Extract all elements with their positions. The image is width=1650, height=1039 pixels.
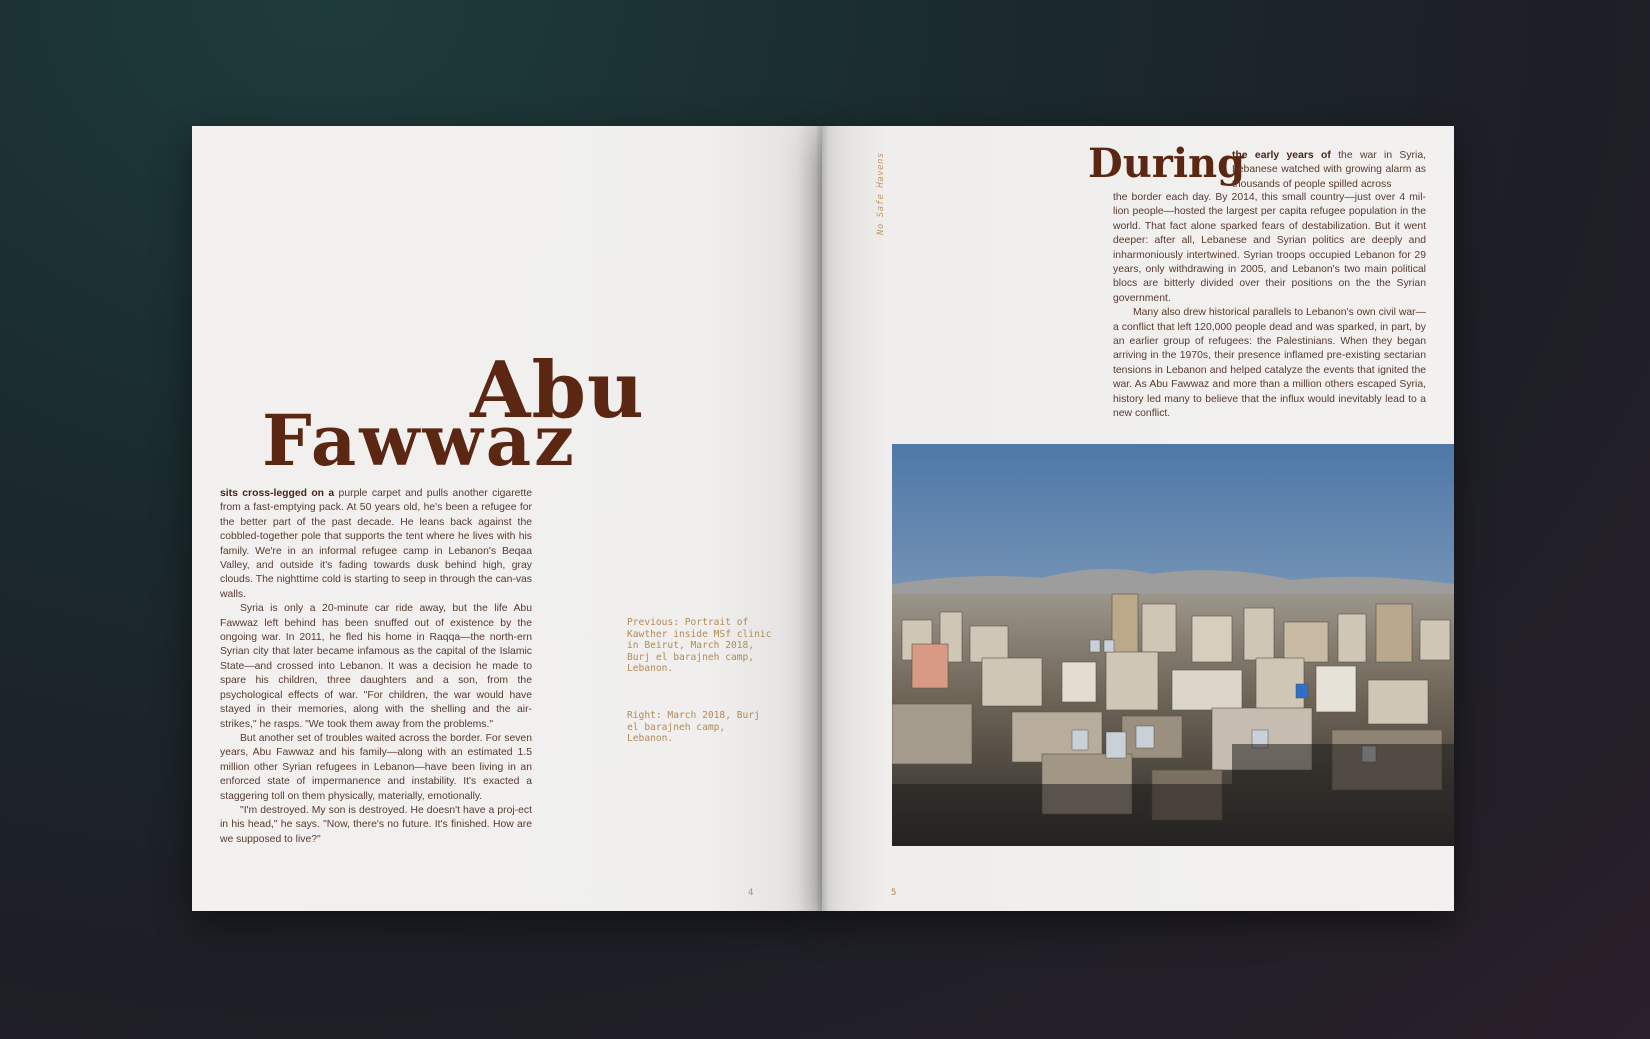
page-number-left: 4: [748, 888, 754, 898]
running-head: No Safe Havens: [876, 152, 886, 235]
drop-word: During: [1088, 140, 1246, 187]
right-intro-text: [1232, 149, 1426, 192]
photo-illustration: [892, 444, 1454, 846]
page-number-right: 5: [891, 888, 897, 898]
body-paragraph: "I'm destroyed. My son is destroyed. He doesn't have a proj-ect in his head," he says. "Now, there's no future. It's finished. How are we supposed to live?": [220, 804, 532, 845]
camp-rooftops-photo: [892, 444, 1454, 846]
caption-previous: Previous: Portrait of Kawther inside MSf clinic in Beirut, March 2018, Burj el barajneh camp, Lebanon.: [627, 617, 772, 675]
body-paragraph: Syria is only a 20-minute car ride away, but the life Abu Fawwaz left behind has been snuffed out of existence by the ongoing war. In 2011, he fled his home in Raqqa—the north-ern Syrian city that later became infamous as the capital of the Islamic State—and crossed into Lebanon. It was a decision he made to spare his children, three daughters and a son, from the psychological effects of war. "For children, the war would have stayed in their memories, along with the shelling and the air-strikes," he rasps. "We took them away from the problems.": [220, 603, 532, 730]
body-paragraph: [1232, 149, 1426, 192]
lead-in-text: the early years of: [1232, 150, 1331, 161]
body-paragraph: Many also drew historical parallels to Lebanon's own civil war—a conflict that left 120,000 people dead and was sparked, in part, by an earlier group of refugees: the Palestinians. When they began arriving in the 1970s, their presence inflamed pre-existing sectarian tensions in Lebanon and helped catalyze the events that ignited the war. As Abu Fawwaz and more than a million others escaped Syria, history led many to believe that the influx would inevitably lead to a new conflict.: [1113, 307, 1426, 420]
headline-line1: Abu: [470, 345, 645, 436]
paragraph-text: the war in Syria, Lebanese watched with growing alarm as thousands of people spilled across: [1232, 150, 1426, 190]
lead-in-text: sits cross-legged on a: [220, 488, 335, 499]
caption-right: Right: March 2018, Burj el barajneh camp, Lebanon.: [627, 710, 760, 745]
body-paragraph: But another set of troubles waited across the border. For seven years, Abu Fawwaz and his family—along with an estimated 1.5 million other Syrian refugees in Lebanon—have been living in an enforced state of impermanence and instability. It's exacted a staggering toll on them physically, materially, emotionally.: [220, 732, 532, 802]
book-gutter: [815, 126, 829, 911]
body-paragraph: [220, 487, 532, 602]
right-body-column: [1113, 191, 1426, 422]
left-body-column: [220, 487, 532, 847]
paragraph-text: purple carpet and pulls another cigarette from a fast-emptying pack. At 50 years old, he's been a refugee for the better part of the past decade. He leans back against the cobbled-together pole that supports the tent where he lives with his family. We're in an informal refugee camp in Lebanon's Beqaa Valley, and outside it's fading towards dusk behind high, gray clouds. The nighttime cold is starting to seep in through the can-vas walls.: [220, 488, 532, 600]
headline-line2: Fawwaz: [262, 399, 577, 482]
body-paragraph: the border each day. By 2014, this small country—just over 4 mil-lion people—hosted the largest per capita refugee population in the world. That fact alone sparked fears of destabilization. But it went deeper: after all, Lebanese and Syrian politics are deeply and inharmoniously intertwined. Syrian troops occupied Lebanon for 29 years, only withdrawing in 2005, and Lebanon's two main political blocs are bitterly divided over their positions on the the Syrian government.: [1113, 192, 1426, 304]
